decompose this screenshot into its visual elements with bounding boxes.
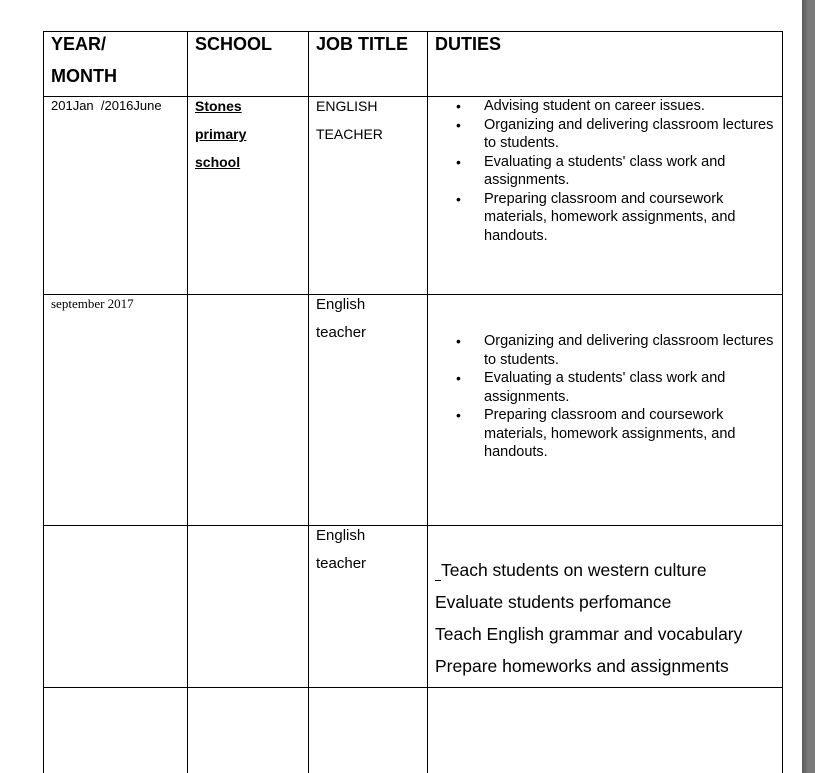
row2-job-title xyxy=(316,291,366,347)
row3-duty-line: Prepare homeworks and assignments xyxy=(435,656,729,676)
job-title-line: teacher xyxy=(316,555,367,572)
row1-duties-list xyxy=(456,97,774,245)
header-job-title: JOB TITLE xyxy=(316,34,409,54)
table-row-divider xyxy=(43,687,783,688)
duty-item: • Preparing classroom and coursework materials, homework assignments, and handouts. xyxy=(456,190,774,246)
header-year-line2: MONTH xyxy=(51,66,117,86)
duty-item: • Organizing and delivering classroom lectures to students. xyxy=(456,332,774,369)
row3-duty-line: Teach English grammar and vocabulary xyxy=(435,624,743,644)
row3-job-title xyxy=(316,522,366,578)
row1-date: 201Jan /2016June xyxy=(51,98,162,113)
duty-item: • Organizing and delivering classroom lectures to students. xyxy=(456,116,774,153)
table-row-divider xyxy=(43,525,783,526)
table-column-divider xyxy=(308,31,309,773)
school-name-line: primary xyxy=(195,126,247,142)
header-school: SCHOOL xyxy=(195,34,273,54)
table-column-divider xyxy=(43,31,44,773)
table-column-divider xyxy=(782,31,783,773)
duty-item: • Evaluating a students' class work and assignments. xyxy=(456,369,774,406)
duty-item: • Advising student on career issues. xyxy=(456,97,774,116)
job-title-line: teacher xyxy=(316,324,367,341)
header-year-line1: YEAR/ xyxy=(51,34,107,54)
row2-duties-list xyxy=(456,332,774,462)
duty-item: • Evaluating a students' class work and assignments. xyxy=(456,153,774,190)
duty-item: • Preparing classroom and coursework materials, homework assignments, and handouts. xyxy=(456,406,774,462)
header-duties: DUTIES xyxy=(435,34,502,54)
school-name-line: Stones xyxy=(195,98,242,114)
row3-duty-line: Teach students on western culture xyxy=(441,560,707,580)
row2-date: september 2017 xyxy=(51,296,134,311)
row1-job-title xyxy=(316,92,383,148)
row3-duty-line: Evaluate students perfomance xyxy=(435,592,672,612)
job-title-line: TEACHER xyxy=(316,126,383,142)
table-column-divider xyxy=(187,31,188,773)
job-title-line: ENGLISH xyxy=(316,98,378,114)
text-cursor-mark xyxy=(435,580,441,581)
header-year xyxy=(51,28,117,92)
job-title-line: English xyxy=(316,296,366,313)
table-row-divider xyxy=(43,294,783,295)
table-border-top xyxy=(43,31,783,32)
job-title-line: English xyxy=(316,527,366,544)
school-name-line: school xyxy=(195,154,241,170)
row1-school xyxy=(195,92,246,176)
page-edge-shadow xyxy=(802,0,808,773)
table-column-divider xyxy=(427,31,428,773)
